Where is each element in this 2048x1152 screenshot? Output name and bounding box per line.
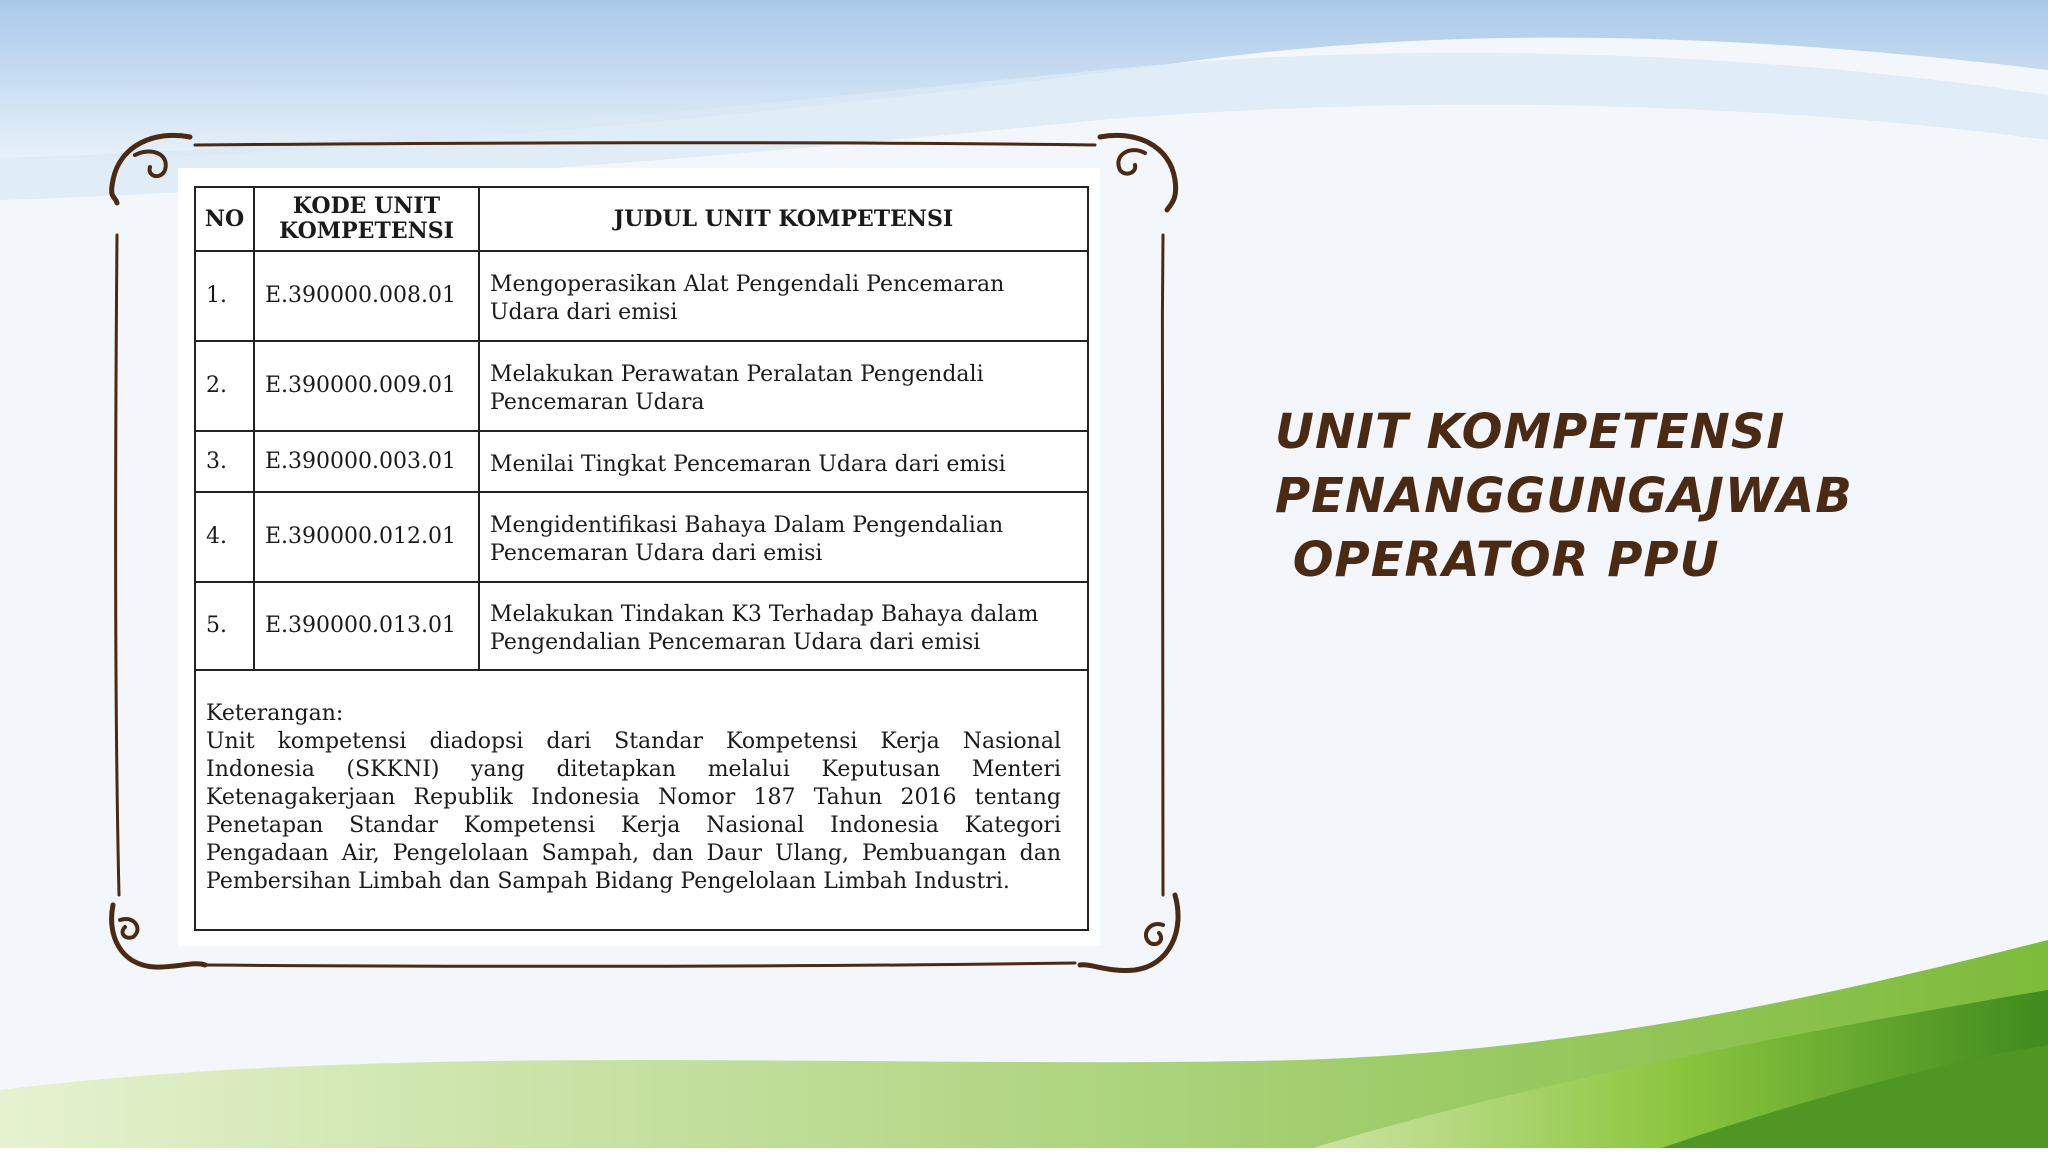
row-title-line: Pencemaran Udara	[490, 390, 705, 415]
row-title-line: Udara dari emisi	[490, 300, 678, 325]
row-title-line: Mengoperasikan Alat Pengendali Pencemaran	[490, 272, 1005, 297]
table-row	[195, 582, 1088, 670]
header-no: NO	[195, 187, 254, 251]
row-title	[479, 431, 1088, 492]
table-row	[195, 341, 1088, 431]
row-title-line: Melakukan Tindakan K3 Terhadap Bahaya dalam	[490, 602, 1039, 627]
row-title	[479, 492, 1088, 582]
table-header-row	[195, 187, 1088, 251]
note-row	[195, 670, 1088, 930]
table-row	[195, 251, 1088, 341]
slide-title-line: PENANGGUNGAJWAB	[1275, 468, 1853, 524]
note-cell	[195, 670, 1088, 930]
header-code-line: KOMPETENSI	[279, 218, 454, 244]
row-title-line: Melakukan Perawatan Peralatan Pengendali	[490, 362, 984, 387]
row-title	[479, 341, 1088, 431]
row-no: 2.	[195, 341, 254, 431]
note-text: Unit kompetensi diadopsi dari Standar Kompetensi Kerja Nasional Indonesia (SKKNI) yang ditetapkan melalui Keputusan Menteri Ketenagakerjaan Republik Indonesia Nomor 187 Tahun 2016 tentang Penetapan Standar Kompetensi Kerja Nasional Indonesia Kategori Pengadaan Air, Pengelolaan Sampah, dan Daur Ulang, Pembuangan dan Pembersihan Limbah dan Sampah Bidang Pengelolaan Limbah Industri.	[206, 729, 1061, 894]
table-row	[195, 431, 1088, 492]
row-no: 1.	[195, 251, 254, 341]
header-code-line: KODE UNIT	[292, 193, 441, 219]
row-title	[479, 251, 1088, 341]
row-no: 5.	[195, 582, 254, 670]
competency-table	[194, 186, 1089, 931]
row-code: E.390000.009.01	[254, 341, 479, 431]
row-code: E.390000.012.01	[254, 492, 479, 582]
slide-title	[1275, 400, 1975, 592]
note-label: Keterangan:	[206, 701, 344, 726]
row-code: E.390000.013.01	[254, 582, 479, 670]
table-row	[195, 492, 1088, 582]
row-title-line: Pencemaran Udara dari emisi	[490, 541, 823, 566]
row-code: E.390000.003.01	[254, 431, 479, 492]
row-no: 3.	[195, 431, 254, 492]
row-title	[479, 582, 1088, 670]
slide-title-line: OPERATOR PPU	[1275, 532, 1720, 588]
row-title-line: Menilai Tingkat Pencemaran Udara dari emisi	[490, 451, 1006, 477]
slide-title-line: UNIT KOMPETENSI	[1275, 404, 1786, 460]
row-no: 4.	[195, 492, 254, 582]
header-code	[254, 187, 479, 251]
row-title-line: Mengidentifikasi Bahaya Dalam Pengendalian	[490, 513, 1004, 538]
row-code: E.390000.008.01	[254, 251, 479, 341]
row-title-line: Pengendalian Pencemaran Udara dari emisi	[490, 630, 981, 655]
header-title: JUDUL UNIT KOMPETENSI	[479, 187, 1088, 251]
